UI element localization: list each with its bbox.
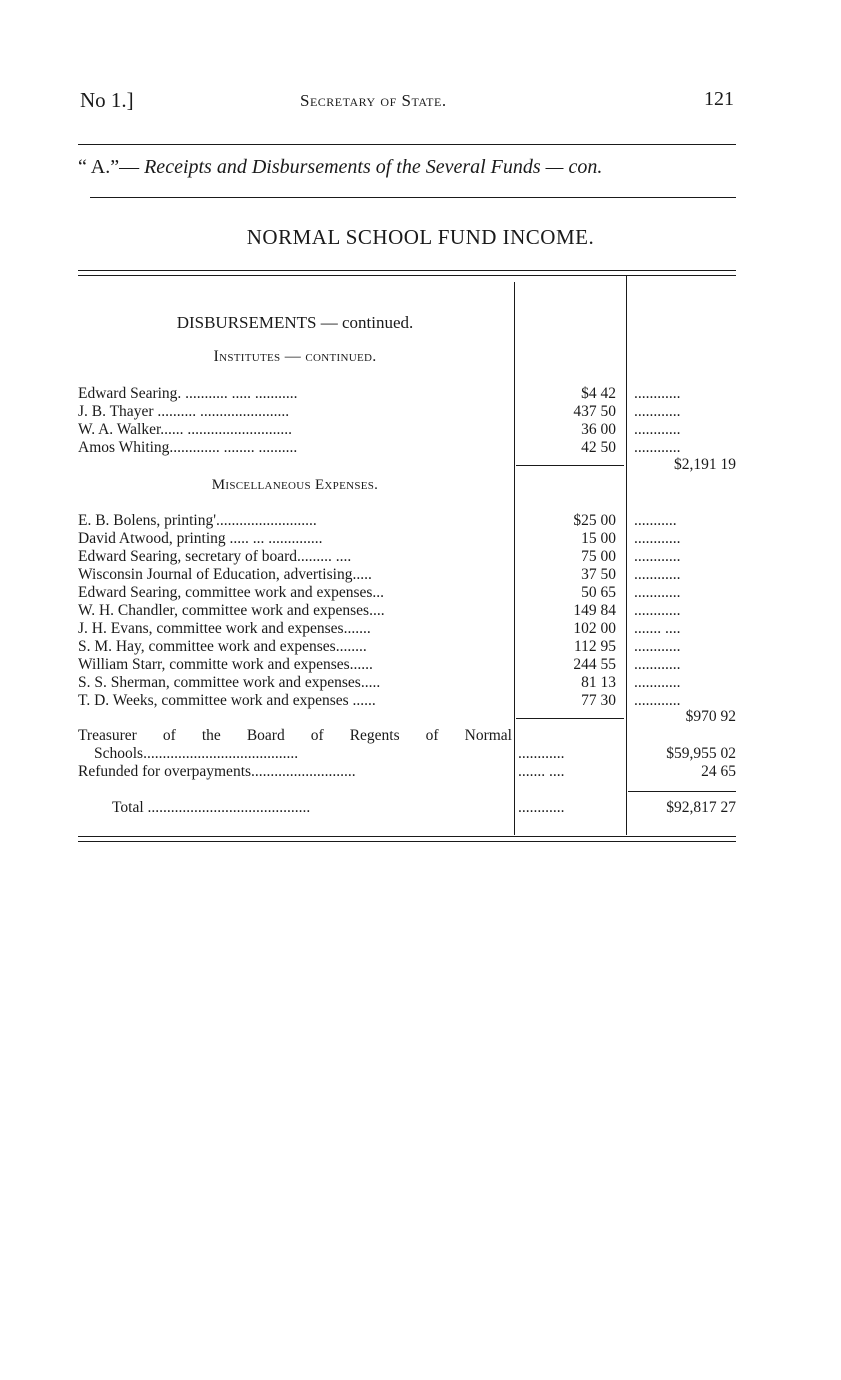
misc-row-amount: 15 00 [581,530,616,547]
misc-row-name: William Starr, committe work and expenses...... [78,656,373,673]
institute-row-total: ............ [634,403,681,420]
misc-row-total: ........... [634,512,677,529]
treasurer-name-line2: Schools........................................ [94,745,299,762]
treasurer-total: $59,955 02 [666,745,736,762]
table-caption [78,156,602,179]
misc-row-total: ............ [634,656,681,673]
institutes-heading: Institutes — continued. [213,348,377,365]
misc-row-total: ............ [634,674,681,691]
institute-row-amount: 36 00 [581,421,616,438]
refunded-name: Refunded for overpayments........................... [78,763,356,780]
misc-row-total: ............ [634,566,681,583]
misc-row-total: ............ [634,530,681,547]
caption-rule [90,197,736,198]
header-rule [78,144,736,145]
refunded-amount-dots: ....... .... [518,763,565,780]
institute-row-amount: 437 50 [573,403,616,420]
misc-row-total: ............ [634,638,681,655]
column-separator-1 [514,282,515,835]
table-top-rule [78,270,736,271]
misc-row-total: ............ [634,692,681,709]
misc-row-name: S. M. Hay, committee work and expenses........ [78,638,367,655]
fund-title: NORMAL SCHOOL FUND INCOME. [246,225,595,249]
misc-subtotal-rule [516,718,624,719]
misc-row-amount: 112 95 [573,638,616,655]
treasurer-amount-dots: ............ [518,745,565,762]
institutes-subtotal-rule [516,465,624,466]
misc-row-amount: 81 13 [581,674,616,691]
misc-row-name: T. D. Weeks, committee work and expenses ...... [78,692,376,709]
misc-row-name: Edward Searing, secretary of board......... .... [78,548,352,565]
institute-row-name: W. A. Walker...... ........................... [78,421,293,438]
misc-row-amount: 50 65 [581,584,616,601]
grand-total-label: Total .......................................... [112,799,311,816]
page-section-number: No 1.] [80,88,134,112]
misc-row-name: Edward Searing, committee work and expenses... [78,584,385,601]
misc-row-amount: 102 00 [573,620,616,637]
misc-row-name: Wisconsin Journal of Education, advertising..... [78,566,372,583]
column-separator-2 [626,276,627,835]
institute-row-name: Edward Searing. ........... ..... ........... [78,385,298,402]
institute-row-total: ............ [634,439,681,456]
misc-row-name: David Atwood, printing ..... ... .............. [78,530,323,547]
misc-row-total: ............ [634,584,681,601]
misc-row-amount: $25 00 [573,512,616,529]
institute-row-total: ............ [634,385,681,402]
misc-row-amount: 244 55 [573,656,616,673]
misc-row-total: ............ [634,602,681,619]
institute-row-name: J. B. Thayer .......... ....................... [78,403,290,420]
running-header: Secretary of State. [300,91,447,110]
misc-heading: Miscellaneous Expenses. [211,477,379,493]
misc-row-amount: 37 50 [581,566,616,583]
caption-text: Receipts and Disbursements of the Several Funds — con. [144,156,603,178]
page-number: 121 [704,88,734,110]
misc-row-name: W. H. Chandler, committee work and expenses.... [78,602,385,619]
table-bottom-rule [78,836,736,837]
misc-row-name: J. H. Evans, committee work and expenses....... [78,620,371,637]
institutes-subtotal: $2,191 19 [674,456,736,473]
institute-row-name: Amos Whiting............. ........ .......... [78,439,298,456]
disbursements-heading: DISBURSEMENTS — continued. [176,313,414,332]
table-top-rule-2 [78,275,736,276]
refunded-total: 24 65 [701,763,736,780]
misc-row-total: ....... .... [634,620,681,637]
misc-row-amount: 77 30 [581,692,616,709]
institute-row-amount: 42 50 [581,439,616,456]
misc-row-name: E. B. Bolens, printing'.......................... [78,512,317,529]
misc-row-name: S. S. Sherman, committee work and expenses..... [78,674,381,691]
table-bottom-rule-2 [78,841,736,842]
institute-row-amount: $4 42 [581,385,616,402]
treasurer-name-line1: Treasurer of the Board of Regents of Normal [78,727,512,744]
institute-row-total: ............ [634,421,681,438]
misc-row-amount: 149 84 [573,602,616,619]
misc-subtotal: $970 92 [685,708,736,725]
misc-row-total: ............ [634,548,681,565]
caption-prefix: “ A.”— [78,156,145,178]
grand-total-rule [628,791,736,792]
misc-row-amount: 75 00 [581,548,616,565]
grand-total-value: $92,817 27 [666,799,736,816]
grand-total-amount-dots: ............ [518,799,565,816]
